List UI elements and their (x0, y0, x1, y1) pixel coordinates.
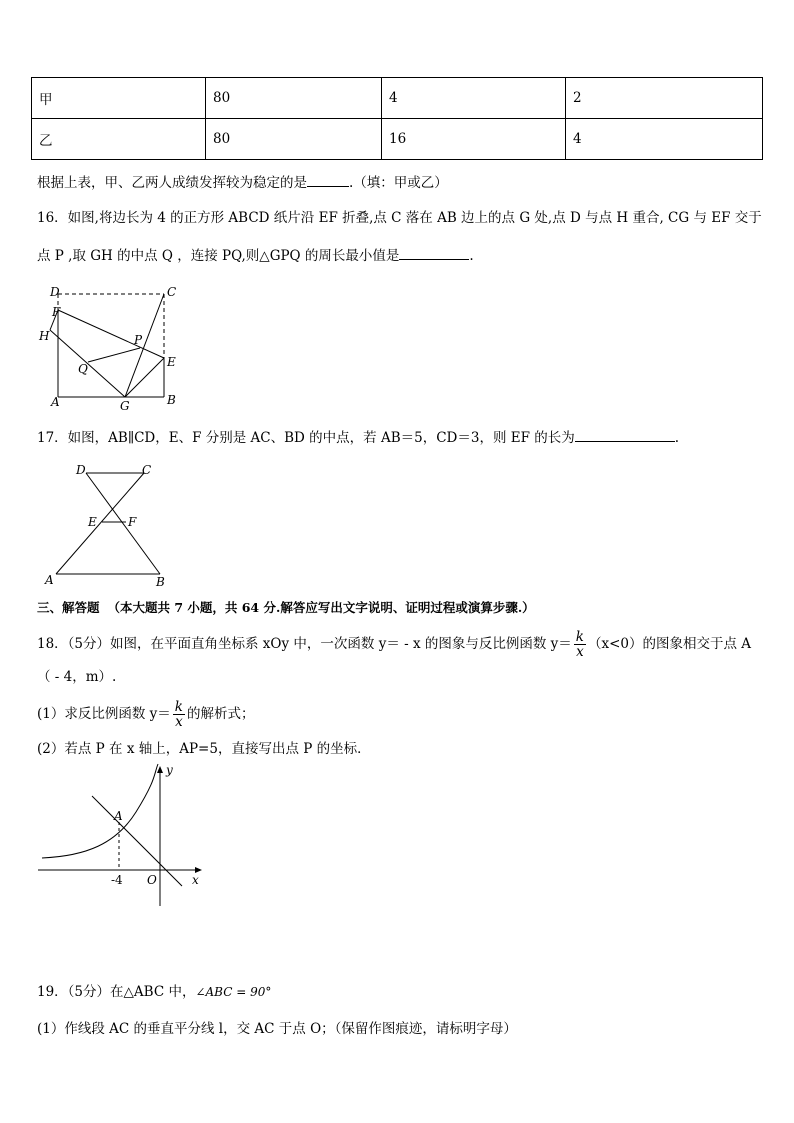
q18-text-b: （x<0）的图象相交于点 A (587, 636, 752, 652)
q18-coordinate-figure (36, 760, 211, 910)
q17-line (37, 427, 679, 448)
section-title: 三、解答题 (37, 600, 100, 615)
q17-text: 17．如图，AB∥CD，E、F 分别是 AC、BD 的中点，若 AB＝5，CD＝3，则 EF 的长为 (37, 430, 575, 446)
q15-question-tail (37, 172, 448, 193)
table-cell: 2 (566, 78, 763, 119)
table-cell: 4 (382, 78, 566, 119)
q18-line1 (37, 630, 751, 659)
q18-part1 (37, 700, 254, 729)
figure-label: H (39, 329, 50, 343)
table-cell: 4 (566, 119, 763, 160)
q15-text: 根据上表，甲、乙两人成绩发挥较为稳定的是 (37, 175, 307, 191)
answer-blank (575, 427, 675, 442)
table-cell: 甲 (32, 78, 206, 119)
figure-label: G (120, 399, 130, 413)
fraction-k-over-x (574, 630, 586, 659)
figure-label: F (52, 305, 61, 319)
q16-line1: 16．如图,将边长为 4 的正方形 ABCD 纸片沿 EF 折叠,点 C 落在 AB 边上的点 G 处,点 D 与点 H 重合, CG 与 EF 交于 (37, 210, 762, 226)
axis-label: x (192, 873, 199, 887)
q18-part1-text-a: (1）求反比例函数 y＝ (37, 706, 171, 722)
table-cell: 80 (206, 78, 382, 119)
tick-label: -4 (111, 873, 123, 887)
figure-label: D (50, 285, 60, 299)
table-cell: 16 (382, 119, 566, 160)
q19-angle: ∠ABC = 90° (195, 985, 272, 999)
fraction-numerator: k (174, 699, 183, 715)
q15-tail-text: .（填：甲或乙） (349, 175, 448, 191)
answer-blank (399, 245, 469, 260)
fraction-denominator: x (576, 644, 584, 660)
q16-line2 (37, 245, 474, 266)
figure-label: C (142, 463, 152, 477)
figure-label: A (45, 573, 54, 587)
section-header (37, 598, 535, 618)
answer-blank (307, 172, 349, 187)
q19-line1 (37, 982, 271, 1002)
figure-edge (88, 348, 140, 362)
q18-text-a: 18．（5分）如图，在平面直角坐标系 xOy 中，一次函数 y＝ - x 的图象与反比例函数 y＝ (37, 636, 572, 652)
figure-label: A (51, 395, 60, 409)
score-table (31, 77, 763, 160)
q17-tail: . (674, 430, 680, 446)
table-row (32, 119, 763, 160)
figure-label: D (76, 463, 86, 477)
fraction-k-over-x (173, 700, 185, 729)
figure-label: E (167, 355, 176, 369)
q18-part1-text-b: 的解析式； (186, 706, 255, 722)
point-label: A (114, 809, 123, 823)
fraction-numerator: k (575, 629, 584, 645)
figure-edge (125, 294, 164, 397)
q18-line2: （ - 4，m）. (37, 669, 117, 685)
y-axis-arrow (157, 766, 163, 773)
table-row (32, 78, 763, 119)
q17-trapezoid-figure (40, 460, 175, 590)
fraction-denominator: x (175, 714, 183, 730)
figure-edge (86, 473, 160, 574)
figure-label: E (88, 515, 97, 529)
figure-edge (125, 358, 164, 397)
figure-label: C (167, 285, 177, 299)
figure-label: B (156, 575, 165, 589)
q19-part1: (1）作线段 AC 的垂直平分线 l，交 AC 于点 O；（保留作图痕迹，请标明字母） (37, 1021, 517, 1037)
table-cell: 80 (206, 119, 382, 160)
origin-label: O (147, 873, 157, 887)
section-note: （本大题共 7 小题，共 64 分.解答应写出文字说明、证明过程或演算步骤.） (107, 600, 535, 615)
q18-part2: (2）若点 P 在 x 轴上，AP=5，直接写出点 P 的坐标． (37, 741, 371, 757)
q16-tail: . (469, 248, 474, 264)
figure-label: Q (78, 362, 88, 376)
table-cell: 乙 (32, 119, 206, 160)
figure-label: P (134, 333, 143, 347)
q19-text: 19．（5分）在△ABC 中， (37, 984, 196, 1000)
q16-line2-text: 点 P ,取 GH 的中点 Q ，连接 PQ,则△GPQ 的周长最小值是 (37, 248, 400, 264)
axis-label: y (166, 763, 173, 777)
figure-label: B (167, 393, 176, 407)
figure-label: F (128, 515, 137, 529)
q16-square-fold-figure (30, 282, 190, 414)
